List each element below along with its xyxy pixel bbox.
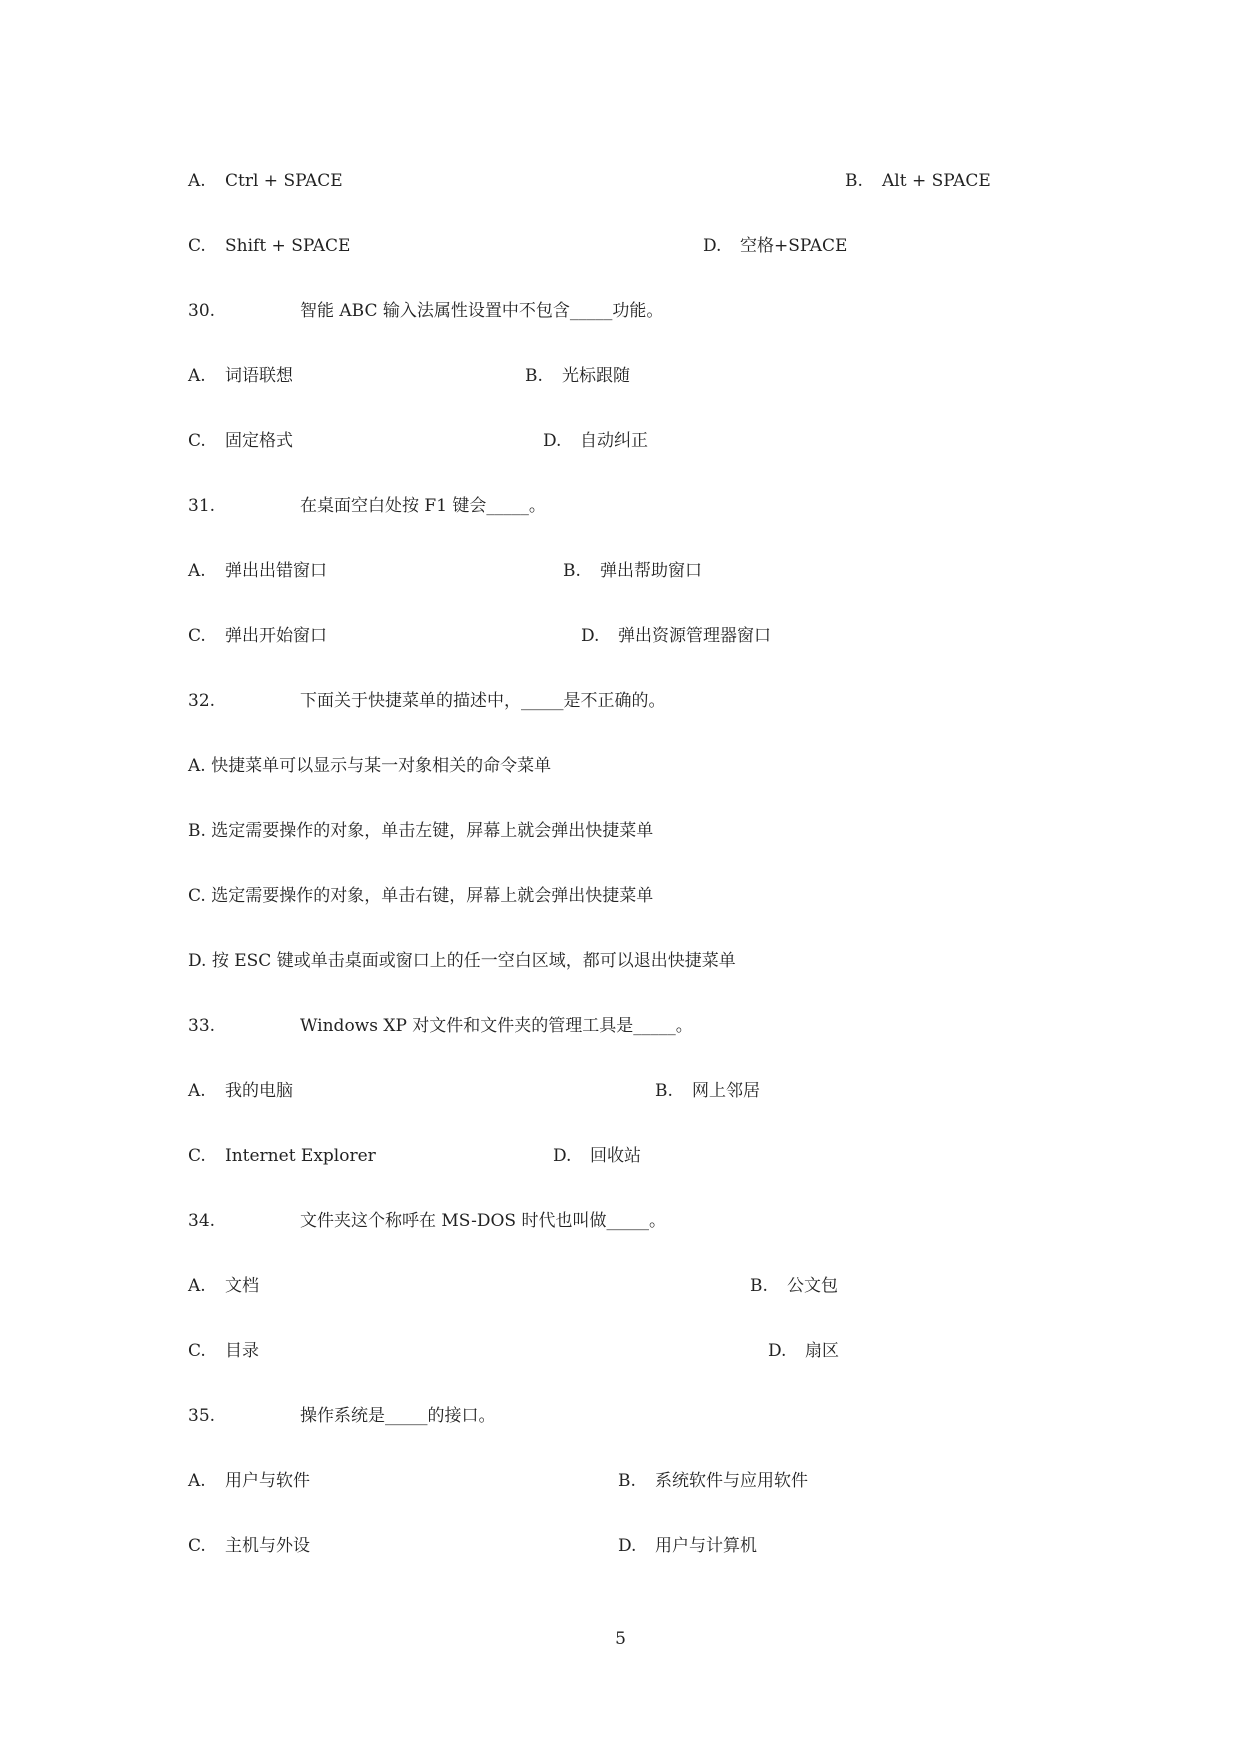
option-c: C. 选定需要操作的对象，单击右键，屏幕上就会弹出快捷菜单 <box>188 886 654 906</box>
option-d: D. 扇区 <box>768 1341 839 1361</box>
question-number: 34. <box>188 1211 216 1231</box>
option-b: B. 系统软件与应用软件 <box>618 1471 808 1491</box>
question-number: 30. <box>188 301 216 321</box>
option-b: B. 弹出帮助窗口 <box>563 561 702 581</box>
option-d: D. 按 ESC 键或单击桌面或窗口上的任一空白区域，都可以退出快捷菜单 <box>188 951 736 971</box>
option-a: A. Ctrl + SPACE <box>188 171 343 191</box>
option-a: A. 我的电脑 <box>188 1081 293 1101</box>
option-d: D. 弹出资源管理器窗口 <box>581 626 771 646</box>
question-text: 在桌面空白处按 F1 键会_____。 <box>300 496 546 516</box>
option-d: D. 自动纠正 <box>543 431 648 451</box>
option-c: C. Shift + SPACE <box>188 236 351 256</box>
page-number: 5 <box>615 1629 626 1649</box>
question-31 <box>188 495 546 517</box>
option-line <box>188 235 350 257</box>
option-a: A. 快捷菜单可以显示与某一对象相关的命令菜单 <box>188 756 552 776</box>
option-a: A. 词语联想 <box>188 366 293 386</box>
option-c: C. 固定格式 <box>188 431 293 451</box>
question-text: Windows XP 对文件和文件夹的管理工具是_____。 <box>300 1016 693 1036</box>
option-line <box>188 170 343 192</box>
question-text: 下面关于快捷菜单的描述中，_____是不正确的。 <box>300 691 666 711</box>
option-a: A. 文档 <box>188 1276 259 1296</box>
question-30 <box>188 300 663 322</box>
option-line <box>845 170 991 192</box>
question-number: 31. <box>188 496 216 516</box>
option-b: B. Alt + SPACE <box>845 171 991 191</box>
question-text: 操作系统是_____的接口。 <box>300 1406 496 1426</box>
option-a: A. 用户与软件 <box>188 1471 310 1491</box>
option-b: B. 光标跟随 <box>525 366 630 386</box>
option-c: C. 目录 <box>188 1341 259 1361</box>
question-35 <box>188 1405 496 1427</box>
question-34 <box>188 1210 666 1232</box>
question-32 <box>188 690 666 712</box>
question-text: 智能 ABC 输入法属性设置中不包含_____功能。 <box>300 301 664 321</box>
question-number: 32. <box>188 691 216 711</box>
option-b: B. 公文包 <box>750 1276 838 1296</box>
option-a: A. 弹出出错窗口 <box>188 561 327 581</box>
question-number: 35. <box>188 1406 216 1426</box>
question-number: 33. <box>188 1016 216 1036</box>
option-c: C. Internet Explorer <box>188 1146 376 1166</box>
option-line <box>703 235 847 257</box>
question-text: 文件夹这个称呼在 MS-DOS 时代也叫做_____。 <box>300 1211 666 1231</box>
option-c: C. 弹出开始窗口 <box>188 626 327 646</box>
option-c: C. 主机与外设 <box>188 1536 310 1556</box>
option-b: B. 选定需要操作的对象，单击左键，屏幕上就会弹出快捷菜单 <box>188 821 654 841</box>
option-d: D. 用户与计算机 <box>618 1536 757 1556</box>
question-33 <box>188 1015 693 1037</box>
option-d: D. 回收站 <box>553 1146 641 1166</box>
option-d: D. 空格+SPACE <box>703 236 848 256</box>
option-b: B. 网上邻居 <box>655 1081 760 1101</box>
